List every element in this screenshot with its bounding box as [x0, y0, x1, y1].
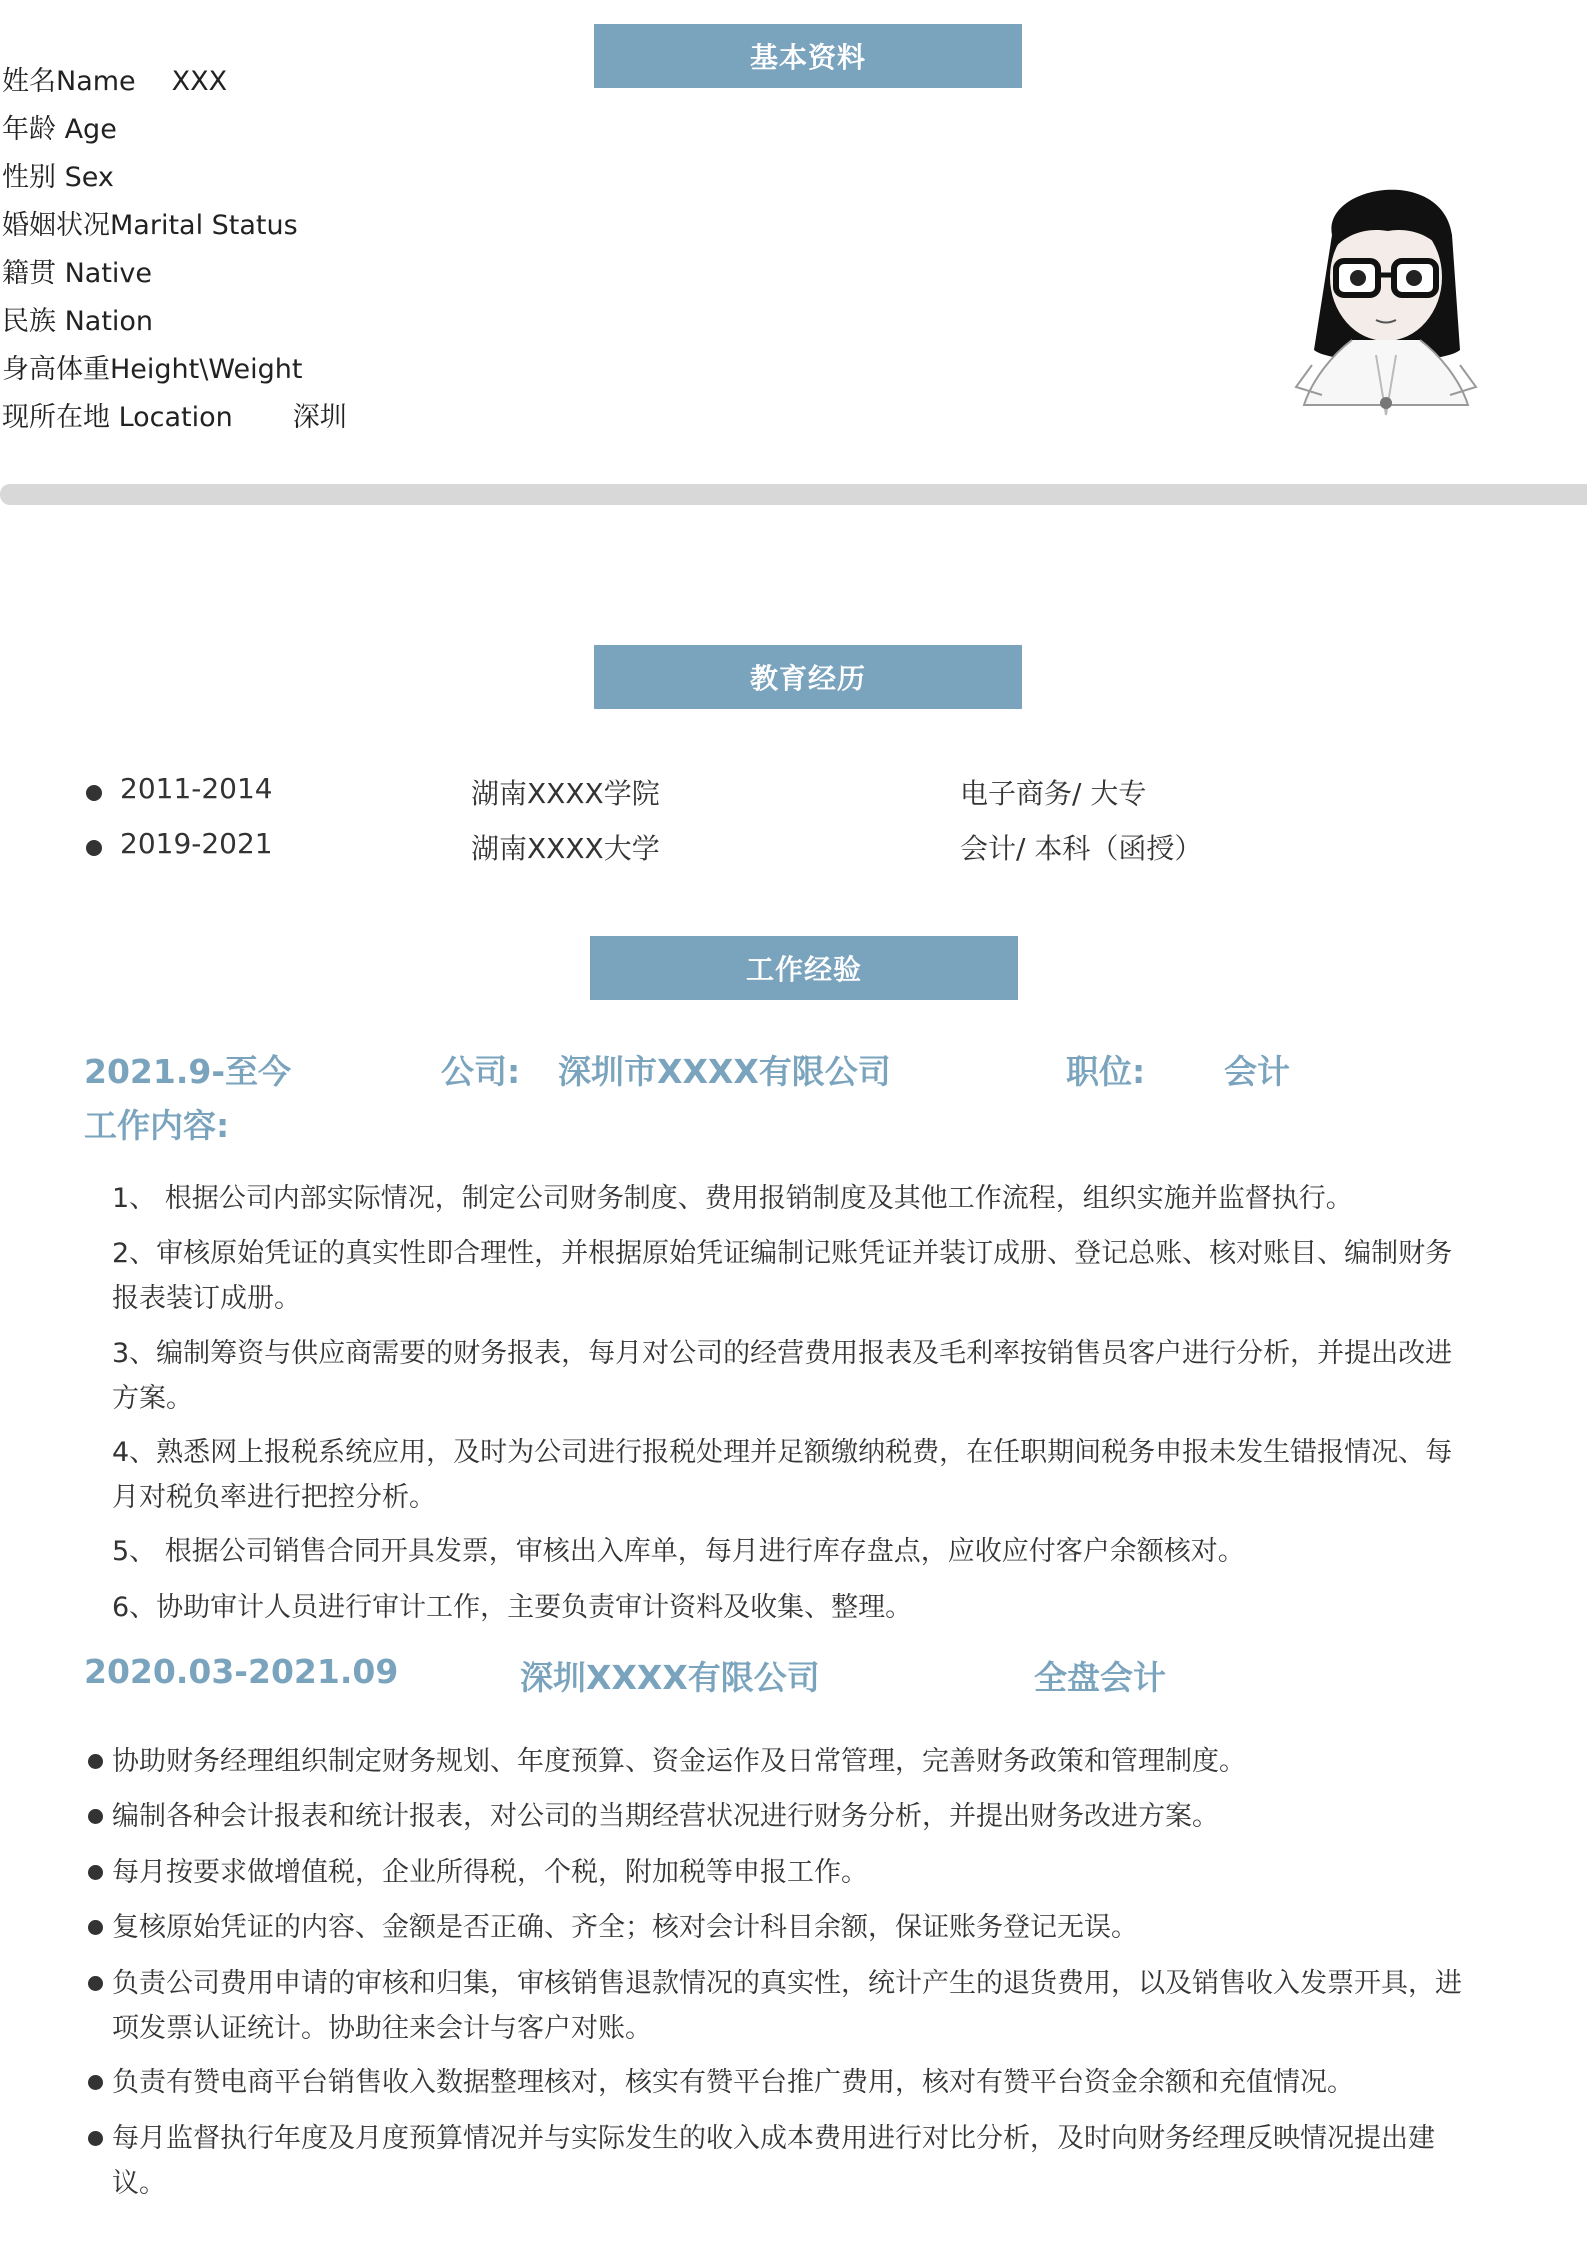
info-label-en: Sex — [56, 162, 114, 193]
job2-duty — [86, 1905, 1486, 1950]
job2-position: 全盘会计 — [1034, 1658, 1166, 1697]
info-label-en: Age — [56, 114, 117, 145]
info-label-cn: 年龄 — [2, 114, 56, 145]
info-label-en: Nation — [56, 306, 154, 337]
job1-duty: 1、 根据公司内部实际情况，制定公司财务制度、费用报销制度及其他工作流程，组织实施并监督执行。 — [112, 1183, 1353, 1214]
info-row-age — [2, 106, 347, 154]
job2-duty-text: 协助财务经理组织制定财务规划、年度预算、资金运作及日常管理，完善财务政策和管理制度。 — [112, 1746, 1246, 1777]
job1-content-label: 工作内容: — [84, 1106, 230, 1145]
basic-info-list — [2, 58, 347, 442]
info-label-en: Height\Weight — [110, 354, 303, 385]
info-label-cn: 现所在地 — [2, 402, 110, 433]
info-value: XXX — [171, 66, 228, 97]
job2-duty — [86, 1850, 1486, 1895]
job2-duty — [86, 2116, 1486, 2206]
info-label-en: Native — [56, 258, 153, 289]
bullet-dot — [88, 2075, 103, 2090]
job2-company: 深圳XXXX有限公司 — [520, 1658, 820, 1697]
bullet-dot — [88, 1754, 103, 1769]
info-label-cn: 身高体重 — [2, 354, 110, 385]
bullet-dot — [88, 1865, 103, 1880]
job2-duty-text: 编制各种会计报表和统计报表，对公司的当期经营状况进行财务分析，并提出财务改进方案。 — [112, 1801, 1219, 1832]
info-row-location — [2, 394, 347, 442]
section-title-basic: 基本资料 — [594, 24, 1022, 88]
job1-duty: 2、审核原始凭证的真实性即合理性，并根据原始凭证编制记账凭证并装订成册、登记总账、核对账目、编制财务报表装订成册。 — [112, 1238, 1453, 1314]
job1-position-label: 职位: — [1066, 1052, 1146, 1091]
job1-period: 2021.9-至今 — [84, 1052, 292, 1091]
job1-duty: 4、熟悉网上报税系统应用，及时为公司进行报税处理并足额缴纳税费，在任职期间税务申报未发生错报情况、每月对税负率进行把控分析。 — [112, 1437, 1453, 1513]
info-row-sex — [2, 154, 347, 202]
section-title-work: 工作经验 — [590, 936, 1018, 1000]
job2-duty-text: 每月监督执行年度及月度预算情况并与实际发生的收入成本费用进行对比分析，及时向财务经理反映情况提出建议。 — [112, 2123, 1435, 2199]
job2-duty — [86, 1961, 1486, 2051]
education-school: 湖南XXXX学院 — [471, 777, 660, 810]
job1-duty: 6、协助审计人员进行审计工作，主要负责审计资料及收集、整理。 — [112, 1592, 913, 1623]
avatar — [1292, 165, 1480, 430]
bullet-dot — [88, 1809, 103, 1824]
education-years: 2011-2014 — [120, 772, 273, 805]
section-title-education: 教育经历 — [594, 645, 1022, 709]
info-label-cn: 籍贯 — [2, 258, 56, 289]
job2-period: 2020.03-2021.09 — [84, 1652, 399, 1691]
bullet-dot — [88, 1976, 103, 1991]
info-row-nation — [2, 298, 347, 346]
info-label-en: Marital Status — [110, 210, 298, 241]
job1-position: 会计 — [1224, 1052, 1290, 1091]
info-label-en: Location — [110, 402, 233, 433]
info-row-marital — [2, 202, 347, 250]
info-label-cn: 姓名 — [2, 66, 56, 97]
bullet-dot — [88, 2131, 103, 2146]
education-major: 会计/ 本科（函授） — [960, 832, 1203, 865]
job2-duty-text: 负责有赞电商平台销售收入数据整理核对，核实有赞平台推广费用，核对有赞平台资金余额和充值情况。 — [112, 2067, 1354, 2098]
bullet-dot — [86, 785, 102, 801]
info-row-name — [2, 58, 347, 106]
job2-duty — [86, 1739, 1486, 1784]
info-row-height-weight — [2, 346, 347, 394]
info-label-cn: 性别 — [2, 162, 56, 193]
job1-duty: 5、 根据公司销售合同开具发票，审核出入库单，每月进行库存盘点，应收应付客户余额核对。 — [112, 1536, 1245, 1567]
education-school: 湖南XXXX大学 — [471, 832, 660, 865]
info-label-en: Name — [56, 66, 136, 97]
info-label-cn: 婚姻状况 — [2, 210, 110, 241]
job1-company-label: 公司: — [441, 1052, 521, 1091]
bullet-dot — [86, 840, 102, 856]
job2-duty — [86, 1794, 1486, 1839]
job1-duty: 3、编制筹资与供应商需要的财务报表，每月对公司的经营费用报表及毛利率按销售员客户进行分析，并提出改进方案。 — [112, 1338, 1453, 1414]
job2-duty-text: 复核原始凭证的内容、金额是否正确、齐全；核对会计科目余额，保证账务登记无误。 — [112, 1912, 1138, 1943]
education-years: 2019-2021 — [120, 827, 273, 860]
section-divider — [0, 484, 1587, 505]
job2-duty-text: 每月按要求做增值税，企业所得税，个税，附加税等申报工作。 — [112, 1857, 868, 1888]
info-row-native — [2, 250, 347, 298]
bullet-dot — [88, 1920, 103, 1935]
info-value: 深圳 — [292, 402, 347, 433]
job2-duty — [86, 2060, 1486, 2105]
info-label-cn: 民族 — [2, 306, 56, 337]
education-major: 电子商务/ 大专 — [960, 777, 1147, 810]
job1-company: 深圳市XXXX有限公司 — [558, 1052, 891, 1091]
job2-duty-text: 负责公司费用申请的审核和归集，审核销售退款情况的真实性，统计产生的退货费用，以及销售收入发票开具，进项发票认证统计。协助往来会计与客户对账。 — [112, 1968, 1462, 2044]
